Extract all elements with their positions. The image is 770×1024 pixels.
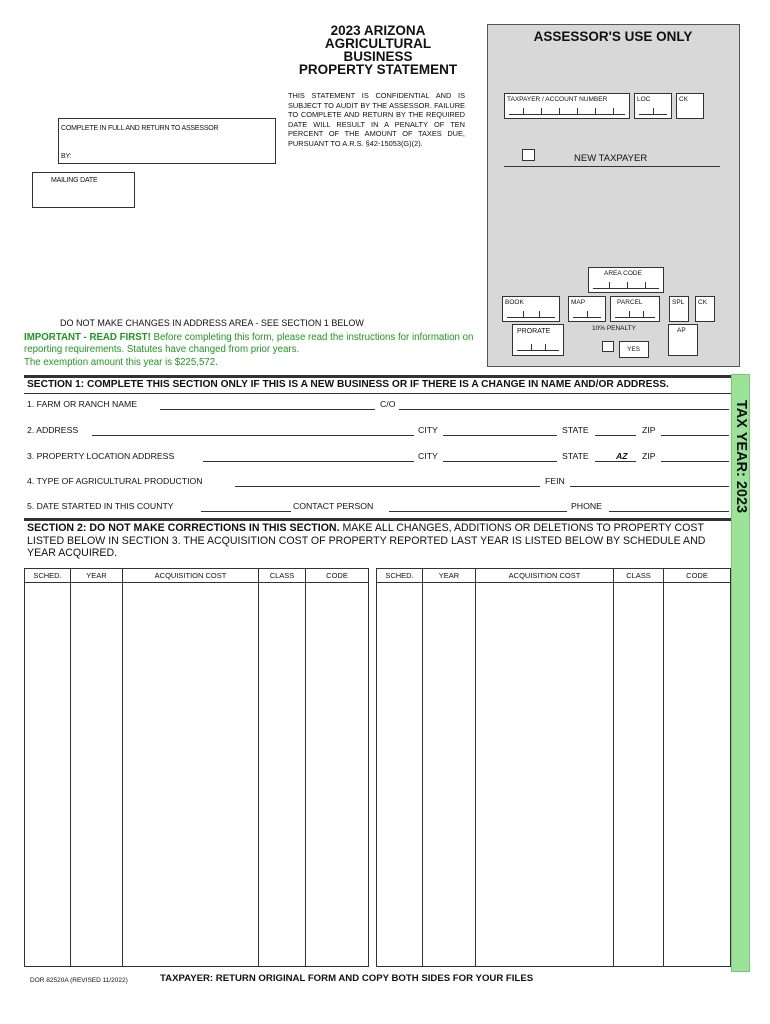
assessor-use-only-panel — [487, 24, 740, 367]
schedule-table-right — [376, 568, 731, 967]
city-label: CITY — [418, 425, 438, 435]
col-class: CLASS — [614, 569, 664, 583]
complete-label: COMPLETE IN FULL AND RETURN TO ASSESSOR — [61, 125, 219, 132]
new-taxpayer-checkbox[interactable] — [522, 149, 535, 161]
book-field[interactable] — [502, 296, 560, 322]
phone-input[interactable] — [609, 511, 729, 512]
fein-input[interactable] — [570, 486, 729, 487]
address-input[interactable] — [92, 435, 414, 436]
by-label: BY: — [61, 153, 72, 160]
farm-name-input[interactable] — [160, 409, 375, 410]
contact-person-label: CONTACT PERSON — [293, 501, 374, 511]
col-sched: SCHED. — [377, 569, 423, 583]
do-not-make-changes-note: DO NOT MAKE CHANGES IN ADDRESS AREA - SEE SECTION 1 BELOW — [60, 318, 364, 328]
return-to-assessor-box — [58, 118, 276, 164]
map-field[interactable] — [568, 296, 606, 322]
col-sched: SCHED. — [25, 569, 71, 583]
yes-box — [619, 341, 649, 358]
production-type-label: 4. TYPE OF AGRICULTURAL PRODUCTION — [27, 476, 203, 486]
form-code: DOR 82520A (REVISED 11/2022) — [30, 977, 128, 984]
property-city-input[interactable] — [443, 461, 557, 462]
spl-label: SPL — [672, 299, 685, 306]
ck2-field[interactable] — [695, 296, 715, 322]
zip-input[interactable] — [661, 435, 729, 436]
state-label: STATE — [562, 425, 589, 435]
penalty-checkbox[interactable] — [602, 341, 614, 352]
area-code-label: AREA CODE — [604, 270, 642, 277]
co-label: C/O — [380, 399, 396, 409]
ap-field[interactable] — [668, 324, 698, 356]
property-zip-label: ZIP — [642, 451, 656, 461]
loc-label: LOC — [637, 96, 651, 103]
city-input[interactable] — [443, 435, 557, 436]
address-label: 2. ADDRESS — [27, 425, 79, 435]
acquisition-cost-cell — [476, 583, 614, 967]
ck-field[interactable] — [676, 93, 704, 119]
taxpayer-account-label: TAXPAYER / ACCOUNT NUMBER — [507, 96, 608, 103]
fein-label: FEIN — [545, 476, 565, 486]
footer-message: TAXPAYER: RETURN ORIGINAL FORM AND COPY BOTH SIDES FOR YOUR FILES — [160, 973, 534, 984]
new-taxpayer-label: NEW TAXPAYER — [574, 153, 648, 164]
date-started-label: 5. DATE STARTED IN THIS COUNTY — [27, 501, 174, 511]
form-title — [286, 24, 470, 76]
parcel-label: PARCEL — [617, 299, 643, 306]
yes-label: YES — [627, 346, 641, 353]
section2-top-rule — [24, 518, 731, 521]
col-code: CODE — [664, 569, 731, 583]
code-cell — [664, 583, 731, 967]
co-input[interactable] — [399, 409, 729, 410]
class-cell — [614, 583, 664, 967]
important-text: Before completing this form, please read the instructions for information on reporting requirements. Statutes have changed from prior years. — [24, 332, 474, 356]
year-cell — [423, 583, 476, 967]
property-state-input[interactable] — [595, 461, 636, 462]
sched-cell — [25, 583, 71, 967]
book-label: BOOK — [505, 299, 524, 306]
section1-top-rule — [24, 375, 731, 378]
zip-label: ZIP — [642, 425, 656, 435]
important-notice — [24, 332, 484, 369]
property-zip-input[interactable] — [661, 461, 729, 462]
ck2-label: CK — [698, 299, 708, 306]
phone-label: PHONE — [571, 501, 602, 511]
tax-year-label: TAX YEAR: 2023 — [733, 400, 749, 514]
confidential-notice: THIS STATEMENT IS CONFIDENTIAL AND IS SUBJECT TO AUDIT BY THE ASSESSOR. FAILURE TO COMPLETE AND RETURN BY THE REQUIRED DATE WILL RESULT IN A PENALTY OF TEN PERCENT OF THE AMOUNT OF TAXES DUE, PURSUANT TO A.R.S. §42-15053(G)(2). — [288, 91, 465, 148]
area-code-field[interactable] — [588, 267, 664, 293]
col-acquisition-cost: ACQUISITION COST — [123, 569, 259, 583]
state-input[interactable] — [595, 435, 636, 436]
property-state-label: STATE — [562, 451, 589, 461]
col-acquisition-cost: ACQUISITION COST — [476, 569, 614, 583]
exemption-amount: The exemption amount this year is $225,572. — [24, 356, 218, 368]
title-line: AGRICULTURAL — [324, 36, 432, 51]
property-state-value: AZ — [616, 451, 628, 461]
section2-text: MAKE ALL CHANGES, ADDITIONS OR DELETIONS TO PROPERTY COST LISTED BELOW IN SECTION 3. THE ACQUISITION COST OF PROPERTY REPORTED LAST YEAR IS LISTED BELOW BY SCHEDULE AND YEAR ACQUIRED. — [27, 522, 706, 560]
prorate-field[interactable] — [512, 324, 564, 356]
taxpayer-account-field[interactable] — [504, 93, 630, 119]
title-line: 2023 ARIZONA — [330, 23, 426, 38]
production-type-input[interactable] — [235, 486, 540, 487]
mailing-date-box — [32, 172, 135, 208]
prorate-label: PRORATE — [517, 328, 551, 335]
important-label: IMPORTANT - READ FIRST! — [24, 332, 151, 343]
date-started-input[interactable] — [201, 511, 291, 512]
ck-label: CK — [679, 96, 689, 103]
map-label: MAP — [571, 299, 586, 306]
section2-title: SECTION 2: DO NOT MAKE CORRECTIONS IN THIS SECTION. — [27, 522, 340, 534]
assessor-title: ASSESSOR'S USE ONLY — [533, 29, 693, 44]
property-location-label: 3. PROPERTY LOCATION ADDRESS — [27, 451, 175, 461]
contact-person-input[interactable] — [389, 511, 567, 512]
section2-instructions — [27, 522, 727, 560]
farm-name-label: 1. FARM OR RANCH NAME — [27, 399, 138, 409]
col-year: YEAR — [423, 569, 476, 583]
parcel-field[interactable] — [610, 296, 660, 322]
col-year: YEAR — [71, 569, 123, 583]
title-line: PROPERTY STATEMENT — [298, 62, 458, 77]
loc-field[interactable] — [634, 93, 672, 119]
col-class: CLASS — [259, 569, 306, 583]
penalty-label: 10% PENALTY — [592, 325, 636, 332]
code-cell — [306, 583, 369, 967]
spl-field[interactable] — [669, 296, 689, 322]
year-cell — [71, 583, 123, 967]
class-cell — [259, 583, 306, 967]
property-city-label: CITY — [418, 451, 438, 461]
section1-title: SECTION 1: COMPLETE THIS SECTION ONLY IF THIS IS A NEW BUSINESS OR IF THERE IS A CHANGE IN NAME AND/OR ADDRESS. — [27, 379, 669, 390]
col-code: CODE — [306, 569, 369, 583]
mailing-date-label: MAILING DATE — [51, 177, 98, 184]
title-line: BUSINESS — [343, 49, 413, 64]
schedule-table-left — [24, 568, 369, 967]
property-location-input[interactable] — [203, 461, 414, 462]
sched-cell — [377, 583, 423, 967]
tax-year-side-bar — [731, 374, 750, 972]
ap-label: AP — [677, 327, 686, 334]
acquisition-cost-cell — [123, 583, 259, 967]
